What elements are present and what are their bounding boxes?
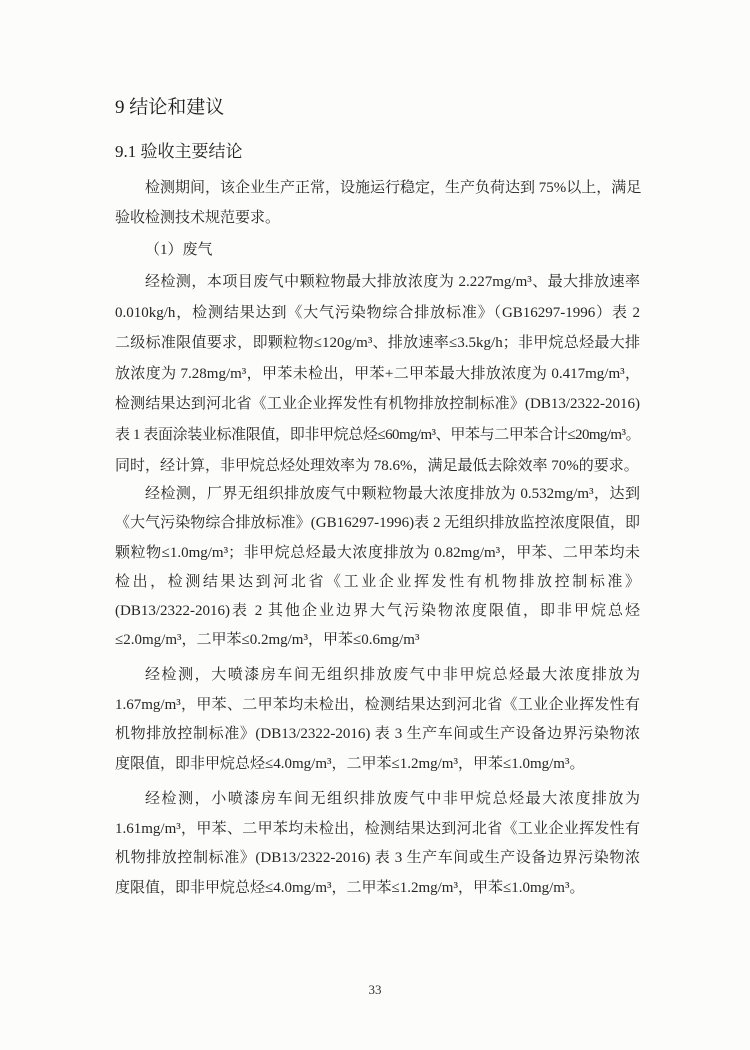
- paragraph: [115, 661, 640, 780]
- paragraph-line: (DB13/2322-2016)表 2 其他企业边界大气污染物浓度限值，即非甲烷总烃: [115, 603, 640, 620]
- item-label: （1）废气: [145, 242, 213, 258]
- paragraph-line: 检测结果达到河北省《工业企业挥发性有机物排放控制标准》(DB13/2322-2016): [115, 396, 640, 413]
- list-item: [115, 235, 640, 265]
- paragraph-line: 机物排放控制标准》(DB13/2322-2016) 表 3 生产车间或生产设备边界污染物浓: [115, 850, 640, 867]
- paragraph-line: 《大气污染物综合排放标准》(GB16297-1996)表 2 无组织排放监控浓度限值，即: [115, 515, 640, 532]
- paragraph-line: 二级标准限值要求，即颗粒物≤120g/m³、排放速率≤3.5kg/h；非甲烷总烃最大排: [115, 335, 640, 352]
- paragraph-line: 1.61mg/m³，甲苯、二甲苯均未检出，检测结果达到河北省《工业企业挥发性有: [115, 820, 640, 837]
- paragraph-line: 验收检测技术规范要求。: [115, 210, 281, 226]
- paragraph-line: 度限值，即非甲烷总烃≤4.0mg/m³，二甲苯≤1.2mg/m³，甲苯≤1.0mg/m³。: [115, 756, 585, 773]
- paragraph-line: 经检测，本项目废气中颗粒物最大排放浓度为 2.227mg/m³、最大排放速率: [145, 274, 640, 290]
- paragraph-line: 经检测，小喷漆房车间无组织排放废气中非甲烷总烃最大浓度排放为: [145, 791, 640, 807]
- paragraph-line: 1.67mg/m³，甲苯、二甲苯均未检出，检测结果达到河北省《工业企业挥发性有: [115, 696, 640, 713]
- paragraph-line: 经检测，大喷漆房车间无组织排放废气中非甲烷总烃最大浓度排放为: [145, 667, 640, 683]
- paragraph-line: 同时，经计算，非甲烷总烃处理效率为 78.6%，满足最低去除效率 70%的要求。: [115, 457, 639, 474]
- paragraph-line: 检测期间，该企业生产正常，设施运行稳定，生产负荷达到 75%以上，满足: [145, 180, 642, 196]
- paragraph: [115, 785, 640, 904]
- paragraph-line: 表 1 表面涂装业标准限值，即非甲烷总烃≤60mg/m³、甲苯与二甲苯合计≤20mg/m³。: [115, 426, 640, 443]
- paragraph-line: 颗粒物≤1.0mg/m³；非甲烷总烃最大浓度排放为 0.82mg/m³，甲苯、二甲苯均未: [115, 544, 640, 561]
- paragraph-line: 检出，检测结果达到河北省《工业企业挥发性有机物排放控制标准》: [115, 573, 640, 590]
- section-heading: 9.1 验收主要结论: [115, 142, 243, 161]
- paragraph-line: 机物排放控制标准》(DB13/2322-2016) 表 3 生产车间或生产设备边界污染物浓: [115, 726, 640, 743]
- paragraph-line: 放浓度为 7.28mg/m³，甲苯未检出，甲苯+二甲苯最大排放浓度为 0.417mg/m³，: [115, 365, 640, 382]
- chapter-heading: 9 结论和建议: [115, 97, 225, 118]
- paragraph-line: 经检测，厂界无组织排放废气中颗粒物最大浓度排放为 0.532mg/m³，达到: [145, 486, 640, 502]
- paragraph-line: 0.010kg/h，检测结果达到《大气污染物综合排放标准》（GB16297-1996）表 2: [115, 304, 640, 321]
- paragraph-line: 度限值，即非甲烷总烃≤4.0mg/m³，二甲苯≤1.2mg/m³，甲苯≤1.0mg/m³。: [115, 880, 585, 897]
- paragraph: [115, 267, 640, 481]
- paragraph-line: ≤2.0mg/m³，二甲苯≤0.2mg/m³，甲苯≤0.6mg/m³: [115, 632, 420, 649]
- paragraph: [115, 480, 640, 656]
- page-number: 33: [368, 982, 382, 997]
- intro-paragraph: [115, 173, 640, 233]
